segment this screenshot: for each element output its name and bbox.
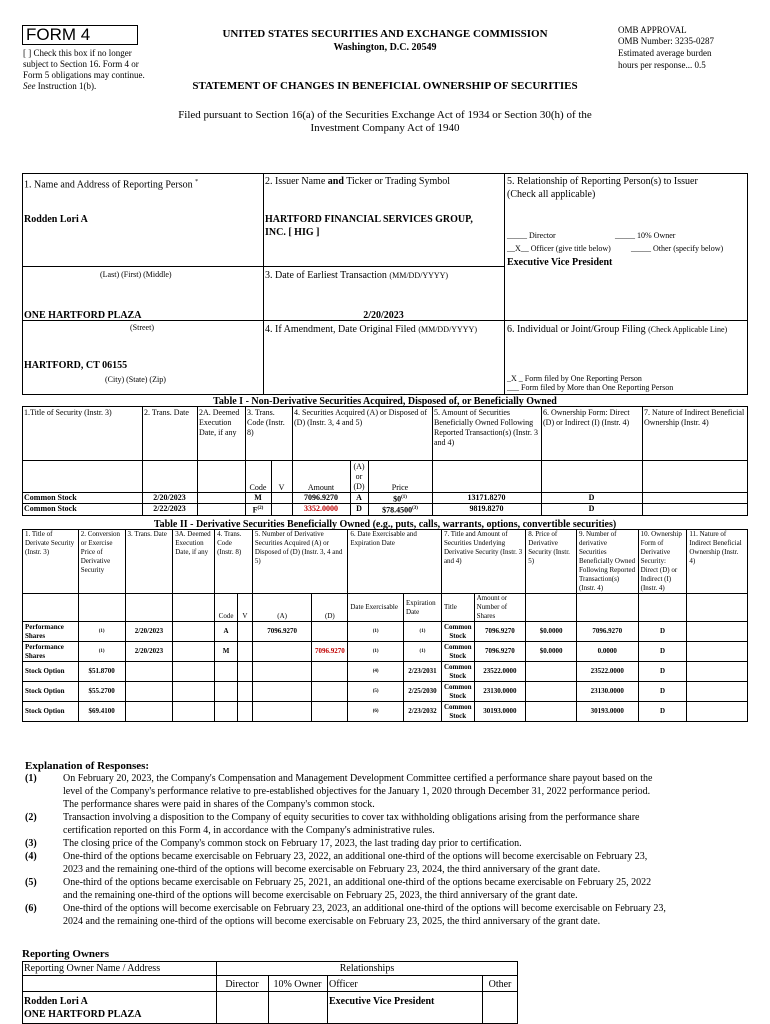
table-row	[23, 622, 748, 642]
reporting-street: ONE HARTFORD PLAZA	[24, 310, 142, 321]
omb-approval: OMB APPROVAL	[618, 25, 687, 35]
divider	[642, 406, 643, 516]
t2-row4-utitle: Common Stock	[441, 682, 474, 702]
footnote-6-num: (6)	[25, 903, 37, 914]
t2-row4-owned: 23130.0000	[576, 682, 638, 702]
owners-col-ten: 10% Owner	[273, 979, 322, 990]
t2-col-title: 1. Title of Derivate Security (Instr. 3)	[23, 530, 79, 594]
box4-label: 4. If Amendment, Date Original Filed (MM/DD/YYYY)	[265, 324, 477, 335]
t2-col-price: 8. Price of Derivative Security (Instr. 5)	[526, 530, 577, 594]
t1-col-title: 1.Title of Security (Instr. 3)	[24, 408, 112, 417]
t1-row1-price: $0$^{(1)}$	[393, 494, 407, 504]
t1-row2-owned: 9819.8270	[469, 504, 504, 513]
footnote-2-num: (2)	[25, 812, 37, 823]
explanation-title: Explanation of Responses:	[25, 760, 150, 772]
footnote-5-line2: and the remaining one-third of the options will become exercisable on February 25, 2023, the third anniversary of the grant date.	[63, 890, 578, 901]
t2-col-owned: 9. Number of derivative Securities Beneficially Owned Following Reported Transaction(s) (Instr. 4)	[576, 530, 638, 594]
divider	[22, 991, 518, 992]
t1-sub-amount: Amount	[307, 483, 335, 492]
agency-name: UNITED STATES SECURITIES AND EXCHANGE COMMISSION	[222, 28, 548, 40]
director-checkbox[interactable]: _____ Director	[507, 231, 556, 240]
box1-label: 1. Name and Address of Reporting Person *	[24, 179, 199, 191]
t1-row1-title: Common Stock	[24, 493, 77, 502]
t2-row3-title: Stock Option	[23, 662, 79, 682]
t2-row1-conv: (1)	[78, 622, 125, 642]
footnote-5-num: (5)	[25, 877, 37, 888]
t2-col-code: 4. Trans. Code (Instr. 8)	[215, 530, 253, 594]
statement-title: STATEMENT OF CHANGES IN BENEFICIAL OWNERSHIP OF SECURITIES	[192, 80, 578, 92]
t2-row5-expiration: 2/23/2032	[404, 702, 442, 722]
reporting-section	[22, 173, 748, 395]
omb-burden: Estimated average burden	[618, 48, 712, 58]
t1-row2-ad: D	[356, 504, 362, 513]
t2-col-exercise: 6. Date Exercisable and Expiration Date	[348, 530, 442, 594]
reporting-person-name: Rodden Lori A	[24, 214, 88, 225]
t2-row2-title: Performance Shares	[23, 642, 79, 662]
t2-row3-form: D	[638, 662, 687, 682]
box2-label: 2. Issuer Name and Ticker or Trading Symbol	[265, 176, 451, 187]
t1-col-code: 3. Trans. Code (Instr. 8)	[247, 408, 285, 437]
divider	[327, 975, 328, 1024]
t2-col-deemed: 3A. Deemed Execution Date, if any	[173, 530, 215, 594]
footnote-4-num: (4)	[25, 851, 37, 862]
t2-sub-v: V	[238, 594, 253, 622]
t2-col-date: 3. Trans. Date	[125, 530, 173, 594]
divider	[504, 320, 748, 321]
t2-row1-owned: 7096.9270	[576, 622, 638, 642]
t2-sub-expiration: Expiration Date	[404, 594, 442, 622]
box6-label: 6. Individual or Joint/Group Filing (Check Applicable Line)	[507, 324, 728, 335]
t1-sub-ad: (A) or (D)	[353, 462, 365, 491]
footnote-1-line2: level of the Company's performance relative to pre-established objectives for the January 1, 2020 through December 31, 2022 performance period.	[63, 786, 651, 797]
t2-row2-utitle: Common Stock	[441, 642, 474, 662]
reporting-city-state: HARTFORD, CT 06155	[24, 360, 128, 371]
divider	[22, 266, 263, 267]
t2-row5-utitle: Common Stock	[441, 702, 474, 722]
t2-row2-owned: 0.0000	[576, 642, 638, 662]
t2-row5-uamount: 30193.0000	[474, 702, 526, 722]
t1-row1-owned: 13171.8270	[467, 493, 506, 502]
t2-row5-title: Stock Option	[23, 702, 79, 722]
issuer-name-line2: INC. [ HIG ]	[265, 227, 320, 238]
t1-row1-date: 2/20/2023	[153, 493, 186, 502]
filed-pursuant-line1: Filed pursuant to Section 16(a) of the Securities Exchange Act of 1934 or Section 30(h) of the	[178, 109, 592, 121]
t2-row1-code: A	[215, 622, 238, 642]
owners-col-relationships: Relationships	[339, 963, 395, 974]
table-row	[23, 702, 748, 722]
box3-label: 3. Date of Earliest Transaction (MM/DD/YYYY)	[265, 270, 449, 281]
t1-sub-price: Price	[391, 483, 409, 492]
footnote-1-num: (1)	[25, 773, 37, 784]
t2-row4-expiration: 2/25/2030	[404, 682, 442, 702]
t2-row4-conv: $55.2700	[78, 682, 125, 702]
t2-row5-owned: 30193.0000	[576, 702, 638, 722]
t2-row4-title: Stock Option	[23, 682, 79, 702]
no-longer-subject-checkbox[interactable]: [ ] Check this box if no longer subject to Section 16. Form 4 or Form 5 obligations may continue.	[23, 48, 145, 80]
t2-row2-expiration: (1)	[404, 642, 442, 662]
table2-title: Table II - Derivative Securities Beneficially Owned (e.g., puts, calls, warrants, options, convertible securities)	[153, 519, 617, 530]
divider	[504, 173, 505, 395]
t1-col-owned: 5. Amount of Securities Beneficially Owned Following Reported Transaction(s) (Instr. 3 and 4)	[434, 408, 538, 447]
instruction-ref: Instruction 1(b).	[37, 81, 97, 91]
t1-row2-date: 2/22/2023	[153, 504, 186, 513]
city-hint: (City) (State) (Zip)	[105, 375, 166, 384]
divider	[22, 975, 518, 976]
t2-row2-a	[252, 642, 312, 662]
t2-row1-price: $0.0000	[526, 622, 577, 642]
owners-col-director: Director	[225, 979, 259, 990]
t2-row1-form: D	[638, 622, 687, 642]
table2-grid	[22, 529, 748, 722]
street-hint: (Street)	[130, 323, 154, 332]
t1-row2-price: $78.4500$^{(3)}$	[382, 505, 418, 515]
table-row	[23, 662, 748, 682]
t2-row1-uamount: 7096.9270	[474, 622, 526, 642]
officer-title: Executive Vice President	[507, 257, 613, 268]
t2-row3-uamount: 23522.0000	[474, 662, 526, 682]
t2-row5-exercisable: (6)	[348, 702, 404, 722]
t1-row1-ad: A	[356, 493, 362, 502]
t1-row2-code: $F^{(2)}$	[252, 505, 264, 515]
t2-row1-d	[312, 622, 348, 642]
t2-row3-conv: $51.8700	[78, 662, 125, 682]
ten-percent-owner-checkbox[interactable]: _____ 10% Owner	[615, 231, 676, 240]
footnote-1-line1: On February 20, 2023, the Company's Compensation and Management Development Committee certified a performance share payout based on the	[63, 773, 653, 784]
t2-row1-expiration: (1)	[404, 622, 442, 642]
checkbox-instruction	[23, 48, 153, 92]
t2-row2-d: 7096.9270	[312, 642, 348, 662]
t2-row1-utitle: Common Stock	[441, 622, 474, 642]
t2-row2-conv: (1)	[78, 642, 125, 662]
reporting-owners-title: Reporting Owners	[22, 948, 110, 960]
table-row	[23, 642, 748, 662]
t2-row1-date: 2/20/2023	[125, 622, 173, 642]
t2-row2-uamount: 7096.9270	[474, 642, 526, 662]
agency-city: Washington, D.C. 20549	[333, 42, 437, 53]
t1-row1-amount: 7096.9270	[304, 493, 338, 502]
table1-title: Table I - Non-Derivative Securities Acquired, Disposed of, or Beneficially Owned	[213, 396, 557, 407]
earliest-transaction-date: 2/20/2023	[363, 310, 404, 321]
divider	[22, 460, 748, 461]
owner-officer-title: Executive Vice President	[329, 996, 435, 1007]
footnote-4-line1: One-third of the options became exercisable on February 23, 2022, an additional one-third of the options will become exercisable on February 23,	[63, 851, 648, 862]
t2-row2-exercisable: (1)	[348, 642, 404, 662]
footnote-5-line1: One-third of the options became exercisable on February 25, 2021, an additional one-third of the options became exercisable on February 25, 2022	[63, 877, 652, 888]
t2-sub-title: Title	[441, 594, 474, 622]
footnote-3-line1: The closing price of the Company's common stock on February 17, 2023, the last trading day prior to certification.	[63, 838, 522, 849]
name-format-hint: (Last) (First) (Middle)	[100, 270, 172, 279]
t2-row3-owned: 23522.0000	[576, 662, 638, 682]
t2-row1-exercisable: (1)	[348, 622, 404, 642]
t2-row3-utitle: Common Stock	[441, 662, 474, 682]
t2-row2-code: M	[215, 642, 238, 662]
footnote-2-line2: certification reported on this Form 4, in accordance with the Company's administrative rules.	[63, 825, 435, 836]
omb-number: OMB Number: 3235-0287	[618, 36, 714, 46]
owners-col-officer: Officer	[329, 979, 358, 990]
t2-row4-uamount: 23130.0000	[474, 682, 526, 702]
t2-sub-a: (A)	[252, 594, 312, 622]
filed-pursuant-line2: Investment Company Act of 1940	[310, 122, 460, 134]
form-title: FORM 4	[26, 25, 91, 44]
t2-col-conversion: 2. Conversion or Exercise Price of Derivative Security	[78, 530, 125, 594]
footnote-3-num: (3)	[25, 838, 37, 849]
footnote-4-line2: 2023 and the remaining one-third of the options will become exercisable on February 23, 2024, the third anniversary of the grant date.	[63, 864, 601, 875]
owner-address: ONE HARTFORD PLAZA	[24, 1009, 142, 1020]
box5-label: 5. Relationship of Reporting Person(s) to Issuer	[507, 176, 698, 187]
t2-sub-code: Code	[215, 594, 238, 622]
other-checkbox[interactable]: _____ Other (specify below)	[631, 244, 724, 253]
owner-name: Rodden Lori A	[24, 996, 88, 1007]
t2-row5-conv: $69.4100	[78, 702, 125, 722]
t2-row1-a: 7096.9270	[252, 622, 312, 642]
t2-col-number: 5. Number of Derivative Securities Acquired (A) or Disposed of (D) (Instr. 3, 4 and 5)	[252, 530, 347, 594]
footnote-1-line3: The performance shares were paid in shares of the Company's common stock.	[63, 799, 375, 810]
divider	[263, 266, 504, 267]
t1-sub-code: Code	[249, 483, 267, 492]
t1-col-acquired: 4. Securities Acquired (A) or Disposed of (D) (Instr. 3, 4 and 5)	[294, 408, 428, 427]
divider	[197, 406, 198, 516]
t1-row1-code: M	[254, 493, 262, 502]
t2-row3-expiration: 2/23/2031	[404, 662, 442, 682]
t2-sub-d: (D)	[312, 594, 348, 622]
filing-multiple-persons[interactable]: ___ Form filed by More than One Reporting Person	[507, 383, 674, 392]
footnote-6-line1: One-third of the options will become exercisable on February 23, 2023, an additional one-third of the options will become exercisable on February 23,	[63, 903, 666, 914]
t2-row2-form: D	[638, 642, 687, 662]
t1-row2-form: D	[588, 504, 595, 513]
t2-row1-title: Performance Shares	[23, 622, 79, 642]
divider	[263, 173, 264, 395]
officer-checkbox[interactable]: __X__ Officer (give title below)	[507, 244, 611, 253]
t1-sub-v: V	[278, 483, 285, 492]
table-row	[23, 682, 748, 702]
t1-col-deemed: 2A. Deemed Execution Date, if any	[199, 408, 240, 437]
t1-row2-amount: 3352.0000	[304, 504, 338, 513]
t1-row1-form: D	[588, 493, 595, 502]
t2-sub-exercisable: Date Exercisable	[348, 594, 404, 622]
t2-row5-form: D	[638, 702, 687, 722]
footnote-6-line2: 2024 and the remaining one-third of the options will become exercisable on February 23, 2025, the third anniversary of the grant date.	[63, 916, 601, 927]
t1-col-ownership: 6. Ownership Form: Direct (D) or Indirect (I) (Instr. 4)	[543, 408, 630, 427]
t2-row4-form: D	[638, 682, 687, 702]
t2-sub-amount: Amount or Number of Shares	[474, 594, 526, 622]
filing-one-person[interactable]: _X _ Form filed by One Reporting Person	[507, 374, 642, 383]
see-word: See	[23, 81, 36, 91]
t1-col-date: 2. Trans. Date	[144, 408, 189, 417]
issuer-name-line1: HARTFORD FINANCIAL SERVICES GROUP,	[265, 214, 473, 225]
t2-row3-exercisable: (4)	[348, 662, 404, 682]
t1-col-nature: 7. Nature of Indirect Beneficial Ownership (Instr. 4)	[644, 408, 745, 427]
box5-sub: (Check all applicable)	[507, 189, 596, 200]
t2-row2-price: $0.0000	[526, 642, 577, 662]
omb-hours: hours per response... 0.5	[618, 60, 706, 70]
t2-col-underlying: 7. Title and Amount of Securities Underlying Derivative Security (Instr. 3 and 4)	[441, 530, 525, 594]
t2-col-form: 10. Ownership Form of Derivative Security: Direct (D) or Indirect (I) (Instr. 4)	[638, 530, 687, 594]
t2-row4-exercisable: (5)	[348, 682, 404, 702]
footnote-2-line1: Transaction involving a disposition to the Company of equity securities to cover tax withholding obligations arising from the performance share	[63, 812, 640, 823]
t2-row2-date: 2/20/2023	[125, 642, 173, 662]
t1-row2-title: Common Stock	[24, 504, 77, 513]
owners-col-other: Other	[488, 979, 512, 990]
owners-col-name: Reporting Owner Name / Address	[24, 963, 161, 974]
t2-col-nature: 11. Nature of Indirect Beneficial Ownership (Instr. 4)	[687, 530, 748, 594]
